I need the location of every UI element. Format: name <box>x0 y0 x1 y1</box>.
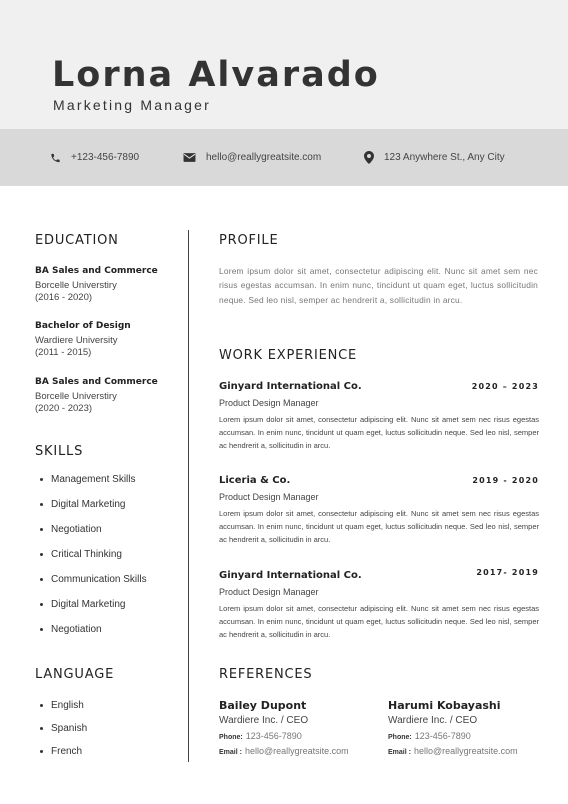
education-item <box>35 321 131 359</box>
profile-text: Lorem ipsum dolor sit amet, consectetur adipiscing elit. Nunc sit amet sem nec risus egestas accumsan. In enim nunc, tincidunt ut quam eget, luctus sollicitudin neque. Sed leo nisl, semper ac hendrerit a, sollicitudin in arcu. <box>219 266 538 305</box>
contact-email <box>183 129 321 186</box>
work-role: Product Design Manager <box>219 398 319 408</box>
contact-bar <box>0 129 568 186</box>
reference-email-value: hello@reallygreatsite.com <box>413 746 518 756</box>
reference-phone-label: Phone: <box>219 734 243 741</box>
education-item <box>35 266 158 304</box>
phone-icon <box>50 152 61 164</box>
skills-heading: SKILLS <box>35 444 84 459</box>
skill-item: Negotiation <box>40 524 147 549</box>
contact-phone <box>50 129 139 186</box>
education-school: Wardiere University <box>35 335 118 346</box>
language-list <box>40 700 87 769</box>
skill-item: Communication Skills <box>40 574 147 599</box>
skill-item: Negotiation <box>40 624 147 649</box>
language-item: Spanish <box>40 723 87 746</box>
work-years: 2019 - 2020 <box>472 476 539 485</box>
skill-item: Management Skills <box>40 474 147 499</box>
skill-item: Digital Marketing <box>40 599 147 624</box>
candidate-name: Lorna Alvarado <box>52 55 380 95</box>
skill-item: Critical Thinking <box>40 549 147 574</box>
reference-item <box>219 699 349 759</box>
education-degree: BA Sales and Commerce <box>35 377 158 387</box>
reference-phone-label: Phone: <box>388 734 412 741</box>
reference-email-label: Email : <box>219 749 242 756</box>
reference-phone <box>388 730 518 744</box>
reference-email <box>219 745 349 759</box>
job-title: Marketing Manager <box>53 97 212 113</box>
work-role: Product Design Manager <box>219 492 319 502</box>
reference-company: Wardiere Inc. / CEO <box>388 715 478 726</box>
column-divider <box>188 230 189 762</box>
location-pin-icon <box>364 151 374 164</box>
work-years: 2020 – 2023 <box>471 382 539 391</box>
reference-name: Bailey Dupont <box>219 699 307 712</box>
skills-list <box>40 474 147 649</box>
reference-email-label: Email : <box>388 749 411 756</box>
work-company: Ginyard International Co. <box>219 570 362 581</box>
education-item <box>35 377 158 415</box>
reference-company: Wardiere Inc. / CEO <box>219 715 309 726</box>
work-company: Ginyard International Co. <box>219 381 362 392</box>
language-heading: LANGUAGE <box>35 667 115 682</box>
reference-item <box>388 699 518 759</box>
reference-phone-value: 123-456-7890 <box>245 731 302 741</box>
education-degree: Bachelor of Design <box>35 321 131 331</box>
profile-heading: PROFILE <box>219 233 279 248</box>
language-item: English <box>40 700 87 723</box>
education-degree: BA Sales and Commerce <box>35 266 158 276</box>
reference-email <box>388 745 518 759</box>
skill-item: Digital Marketing <box>40 499 147 524</box>
work-description: Lorem ipsum dolor sit amet, consectetur adipiscing elit. Nunc sit amet sem nec risus egestas accumsan. In enim nunc, tincidunt ut quam eget, luctus sollicitudin neque. Sed leo nisl, semper ac hendrerit a, sollicitudin in arcu. <box>219 509 539 544</box>
work-item <box>219 570 539 641</box>
contact-address-text: 123 Anywhere St., Any City <box>384 152 505 163</box>
work-description: Lorem ipsum dolor sit amet, consectetur adipiscing elit. Nunc sit amet sem nec risus egestas accumsan. In enim nunc, tincidunt ut quam eget, luctus sollicitudin neque. Sed leo nisl, semper ac hendrerit a, sollicitudin in arcu. <box>219 604 539 639</box>
work-description: Lorem ipsum dolor sit amet, consectetur adipiscing elit. Nunc sit amet sem nec risus egestas accumsan. In enim nunc, tincidunt ut quam eget, luctus sollicitudin neque. Sed leo nisl, semper ac hendrerit a, sollicitudin in arcu. <box>219 415 539 450</box>
work-item <box>219 381 539 452</box>
work-company: Liceria & Co. <box>219 475 291 486</box>
education-years: (2020 - 2023) <box>35 403 93 414</box>
reference-email-value: hello@reallygreatsite.com <box>244 746 349 756</box>
contact-address <box>364 129 505 186</box>
contact-email-text: hello@reallygreatsite.com <box>206 152 322 163</box>
education-heading: EDUCATION <box>35 233 119 248</box>
education-school: Borcelle Universtiry <box>35 391 117 402</box>
reference-name: Harumi Kobayashi <box>388 699 501 712</box>
envelope-icon <box>183 152 196 163</box>
education-school: Borcelle Universtiry <box>35 280 117 291</box>
education-years: (2011 - 2015) <box>35 347 92 358</box>
reference-phone <box>219 730 349 744</box>
references-heading: REFERENCES <box>219 667 313 682</box>
header-banner <box>0 0 568 129</box>
contact-phone-text: +123-456-7890 <box>71 152 140 163</box>
work-experience-heading: WORK EXPERIENCE <box>219 348 358 363</box>
work-role: Product Design Manager <box>219 587 319 597</box>
reference-phone-value: 123-456-7890 <box>414 731 471 741</box>
work-item <box>219 475 539 546</box>
language-item: French <box>40 746 87 769</box>
education-years: (2016 - 2020) <box>35 292 93 303</box>
work-years: 2017- 2019 <box>476 568 539 577</box>
